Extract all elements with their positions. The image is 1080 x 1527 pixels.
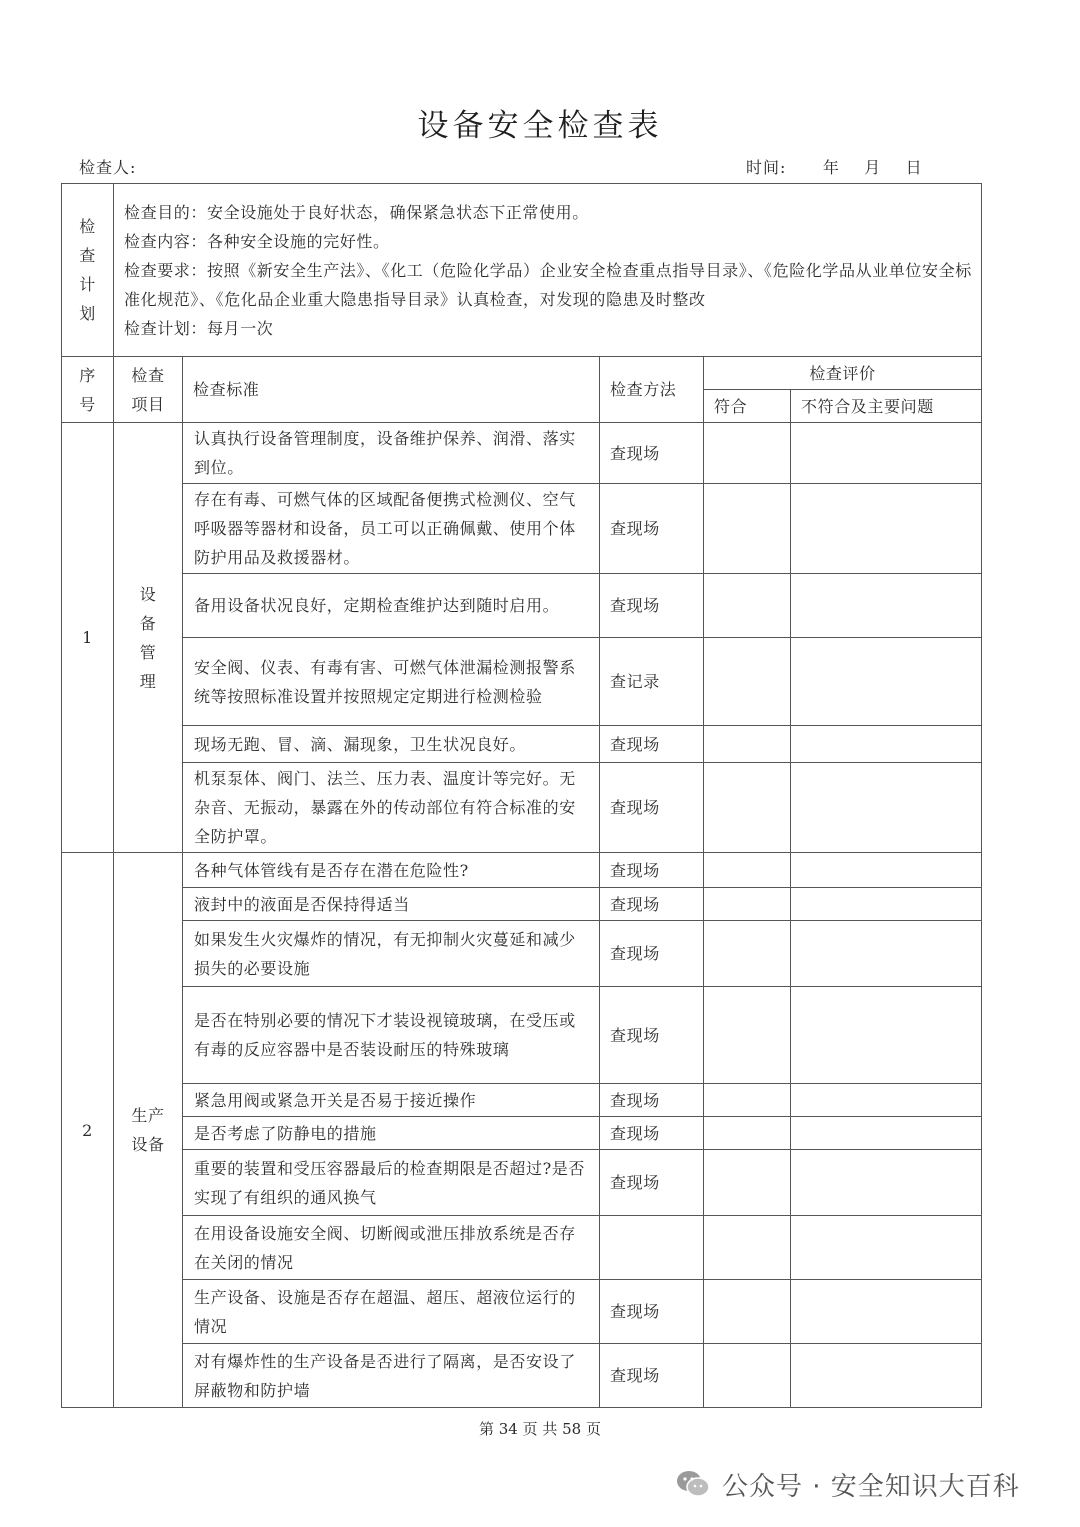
conform-cell[interactable] xyxy=(704,484,791,574)
check-standard: 如果发生火灾爆炸的情况，有无抑制火灾蔓延和减少损失的必要设施 xyxy=(183,921,600,987)
nonconform-cell[interactable] xyxy=(791,726,982,763)
nonconform-cell[interactable] xyxy=(791,888,982,921)
section-item-text: 设备管理 xyxy=(139,584,157,691)
check-standard: 认真执行设备管理制度，设备维护保养、润滑、落实到位。 xyxy=(183,423,600,484)
plan-requirement: 检查要求：按照《新安全生产法》、《化工（危险化学品）企业安全检查重点指导目录》、《危险化学品从业单位安全标准化规范》、《危化品企业重大隐患指导目录》认真检查，对发现的隐患及时整改 xyxy=(124,260,972,309)
section-seq: 2 xyxy=(62,853,114,1408)
conform-cell[interactable] xyxy=(704,1216,791,1280)
check-standard: 液封中的液面是否保持得适当 xyxy=(183,888,600,921)
watermark-text: 公众号 · 安全知识大百科 xyxy=(722,1471,1020,1502)
conform-cell[interactable] xyxy=(704,921,791,987)
plan-content: 检查内容：各种安全设施的完好性。 xyxy=(124,231,390,251)
conform-cell[interactable] xyxy=(704,1117,791,1150)
check-standard: 现场无跑、冒、滴、漏现象，卫生状况良好。 xyxy=(183,726,600,763)
plan-label-char: 查 xyxy=(79,246,96,265)
check-method: 查现场 xyxy=(600,574,704,638)
check-method: 查记录 xyxy=(600,638,704,726)
conform-cell[interactable] xyxy=(704,1150,791,1216)
plan-schedule: 检查计划：每月一次 xyxy=(124,318,274,338)
header-row xyxy=(62,357,982,390)
standard-header: 检查标准 xyxy=(183,357,600,423)
wechat-icon xyxy=(676,1469,710,1499)
table-row xyxy=(62,853,982,888)
check-method: 查现场 xyxy=(600,484,704,574)
item-header: 检查项目 xyxy=(114,357,183,423)
page-number: 第 34 页 共 58 页 xyxy=(478,1420,601,1438)
check-standard: 生产设备、设施是否存在超温、超压、超液位运行的情况 xyxy=(183,1280,600,1344)
plan-label xyxy=(62,184,114,357)
check-standard: 存在有毒、可燃气体的区域配备便携式检测仪、空气呼吸器等器材和设备，员工可以正确佩戴、使用个体防护用品及救援器材。 xyxy=(183,484,600,574)
nonconform-cell[interactable] xyxy=(791,853,982,888)
nonconform-header: 不符合及主要问题 xyxy=(791,390,982,423)
nonconform-cell[interactable] xyxy=(791,1084,982,1117)
section-item xyxy=(114,423,183,853)
check-method: 查现场 xyxy=(600,1280,704,1344)
check-method: 查现场 xyxy=(600,423,704,484)
table-row xyxy=(62,726,982,763)
inspector-label: 检查人: xyxy=(79,158,137,177)
check-method: 查现场 xyxy=(600,921,704,987)
section-item xyxy=(114,853,183,1408)
check-standard: 机泵泵体、阀门、法兰、压力表、温度计等完好。无杂音、无振动，暴露在外的传动部位有符合标准的安全防护罩。 xyxy=(183,763,600,853)
table-row xyxy=(62,987,982,1084)
check-method: 查现场 xyxy=(600,726,704,763)
check-standard: 紧急用阀或紧急开关是否易于接近操作 xyxy=(183,1084,600,1117)
nonconform-cell[interactable] xyxy=(791,1216,982,1280)
conform-cell[interactable] xyxy=(704,853,791,888)
evaluation-header: 检查评价 xyxy=(704,357,982,390)
nonconform-cell[interactable] xyxy=(791,763,982,853)
section-seq: 1 xyxy=(62,423,114,853)
table-row xyxy=(62,763,982,853)
check-method xyxy=(600,1216,704,1280)
table-row xyxy=(62,888,982,921)
table-row xyxy=(62,484,982,574)
nonconform-cell[interactable] xyxy=(791,1280,982,1344)
conform-header: 符合 xyxy=(704,390,791,423)
nonconform-cell[interactable] xyxy=(791,638,982,726)
watermark xyxy=(676,1466,1020,1502)
nonconform-cell[interactable] xyxy=(791,1150,982,1216)
table-row xyxy=(62,574,982,638)
check-method: 查现场 xyxy=(600,853,704,888)
table-row xyxy=(62,1216,982,1280)
check-method: 查现场 xyxy=(600,987,704,1084)
plan-label-char: 检 xyxy=(79,217,96,236)
table-row xyxy=(62,1344,982,1408)
check-standard: 备用设备状况良好，定期检查维护达到随时启用。 xyxy=(183,574,600,638)
check-standard: 是否在特别必要的情况下才装设视镜玻璃，在受压或有毒的反应容器中是否装设耐压的特殊玻璃 xyxy=(183,987,600,1084)
plan-row xyxy=(62,184,982,357)
conform-cell[interactable] xyxy=(704,1084,791,1117)
inspection-table xyxy=(61,183,982,1408)
nonconform-cell[interactable] xyxy=(791,1344,982,1408)
table-row xyxy=(62,423,982,484)
check-method: 查现场 xyxy=(600,763,704,853)
check-standard: 各种气体管线有是否存在潜在危险性? xyxy=(183,853,600,888)
check-standard: 在用设备设施安全阀、切断阀或泄压排放系统是否存在关闭的情况 xyxy=(183,1216,600,1280)
nonconform-cell[interactable] xyxy=(791,423,982,484)
plan-label-char: 计 xyxy=(79,275,96,294)
conform-cell[interactable] xyxy=(704,574,791,638)
page-title: 设备安全检查表 xyxy=(417,108,663,144)
conform-cell[interactable] xyxy=(704,763,791,853)
nonconform-cell[interactable] xyxy=(791,1117,982,1150)
nonconform-cell[interactable] xyxy=(791,484,982,574)
section-item-text: 生产设备 xyxy=(131,1106,165,1154)
plan-body xyxy=(114,184,982,357)
check-method: 查现场 xyxy=(600,888,704,921)
conform-cell[interactable] xyxy=(704,423,791,484)
conform-cell[interactable] xyxy=(704,987,791,1084)
check-standard: 安全阀、仪表、有毒有害、可燃气体泄漏检测报警系统等按照标准设置并按照规定定期进行检测检验 xyxy=(183,638,600,726)
plan-purpose: 检查目的：安全设施处于良好状态，确保紧急状态下正常使用。 xyxy=(124,202,589,222)
nonconform-cell[interactable] xyxy=(791,574,982,638)
check-method: 查现场 xyxy=(600,1150,704,1216)
seq-header: 序号 xyxy=(62,357,114,423)
check-standard: 是否考虑了防静电的措施 xyxy=(183,1117,600,1150)
nonconform-cell[interactable] xyxy=(791,987,982,1084)
nonconform-cell[interactable] xyxy=(791,921,982,987)
check-standard: 重要的装置和受压容器最后的检查期限是否超过?是否实现了有组织的通风换气 xyxy=(183,1150,600,1216)
table-row xyxy=(62,921,982,987)
conform-cell[interactable] xyxy=(704,726,791,763)
plan-label-char: 划 xyxy=(79,304,96,323)
check-standard: 对有爆炸性的生产设备是否进行了隔离，是否安设了屏蔽物和防护墙 xyxy=(183,1344,600,1408)
date-label: 时间: 年 月 日 xyxy=(746,158,923,177)
table-row xyxy=(62,1280,982,1344)
conform-cell[interactable] xyxy=(704,1344,791,1408)
table-row xyxy=(62,1150,982,1216)
sections-body xyxy=(62,423,982,1408)
table-row xyxy=(62,1084,982,1117)
conform-cell[interactable] xyxy=(704,888,791,921)
check-method: 查现场 xyxy=(600,1344,704,1408)
conform-cell[interactable] xyxy=(704,1280,791,1344)
conform-cell[interactable] xyxy=(704,638,791,726)
check-method: 查现场 xyxy=(600,1084,704,1117)
check-method: 查现场 xyxy=(600,1117,704,1150)
table-row xyxy=(62,1117,982,1150)
table-row xyxy=(62,638,982,726)
method-header: 检查方法 xyxy=(600,357,704,423)
